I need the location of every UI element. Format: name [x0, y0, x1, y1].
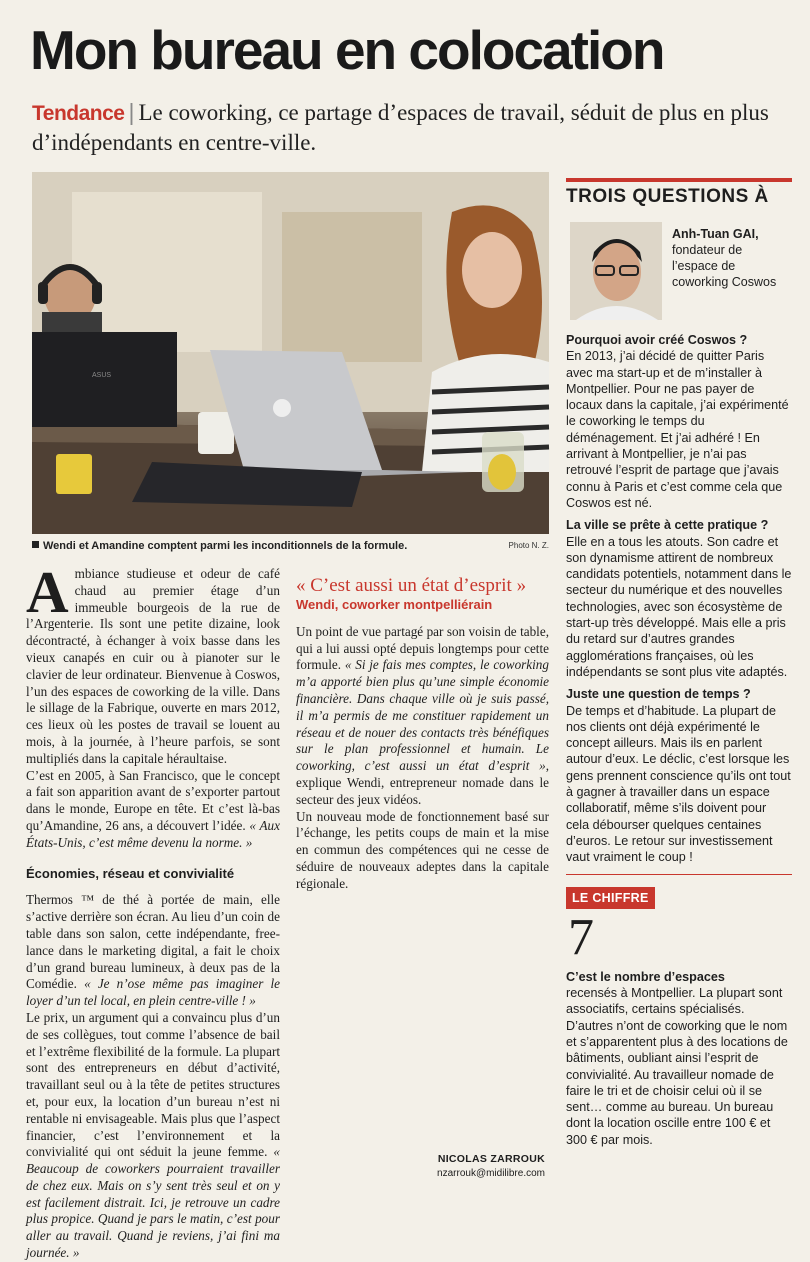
question-1: Pourquoi avoir créé Coswos ?: [566, 333, 748, 347]
interviewee-role: fondateur de l’espace de coworking Coswos: [672, 243, 777, 289]
subhead: Économies, réseau et convivialité: [26, 865, 235, 881]
paragraph-5-text: Un point de vue partagé par son voisin de table, qui a lui aussi opté depuis longtemps pour cette formule.: [296, 623, 549, 673]
photo-caption: [32, 540, 549, 556]
answer-2: Elle en a tous les atouts. Son cadre et son dynamisme attirent de nombreux candidats potentiels, notamment dans le secteur du numérique et des nouvelles technologies, avec son écosystème de start-up très développé. Mais elle a pris du retard sur d’autres grandes agglomérations françaises, où les indépendants se sont plus vite adaptés.: [566, 534, 792, 679]
paragraph-2-quote: « Aux États-Unis, c’est même devenu la norme. »: [26, 817, 280, 850]
paragraph-6: Un nouveau mode de fonctionnement basé sur l’échange, les petits coups de main et la mise en commun des compétences qui ne cesse de séduire de nouveaux adeptes dans la capitale régionale.: [296, 808, 549, 891]
byline-name: NICOLAS ZARROUK: [437, 1153, 545, 1165]
paragraph-1: [26, 559, 280, 768]
paragraph-2-text: C’est en 2005, à San Francisco, que le concept a fait son apparition avant de s’exporter partout dans le monde, Europe en tête. Et c’est là-bas qu’Amandine, 26 ans, a découvert l’idée.: [26, 767, 280, 833]
pull-quote-attribution: Wendi, coworker montpelliérain: [296, 597, 493, 612]
chiffre-number: 7: [568, 908, 594, 966]
interviewee-name: Anh-Tuan GAI,: [672, 227, 759, 241]
paragraph-5: [296, 624, 549, 809]
interviewee: [566, 214, 792, 326]
laptop-brand: ASUS: [92, 372, 112, 379]
paragraph-3: [26, 892, 280, 1010]
caption-text: Wendi et Amandine comptent parmi les inconditionnels de la formule.: [43, 540, 408, 552]
sidebar: [566, 178, 792, 1148]
paragraph-4-quote: « Beaucoup de coworkers pourraient travailler de chez eux. Mais on s’y sent très seul et on y est facilement distrait. Ici, je retrouve un cadre plus propice. Quand je pars le matin, c’est pour aller au travail. Quand je reviens, j’ai fini ma journée. »: [26, 1144, 280, 1261]
kicker: Tendance: [32, 102, 125, 125]
kicker-separator: |: [128, 99, 135, 125]
dropcap: A: [26, 559, 69, 625]
pull-quote: [296, 576, 549, 614]
chiffre-text: recensés à Montpellier. La plupart sont associatifs, certains spécialisés. D’autres n’ont de coworking que le nom et s’apparentent plus à des locations de bâtiments, oubliant ainsi l’esprit de convivialité. Au travailleur nomade de faire le tri et de choisir celui où il se sent… comme au bureau. Un bureau dont la location oscille entre 100 € et 300 € par mois.: [566, 986, 788, 1147]
photo-credit: Photo N. Z.: [508, 541, 549, 550]
interviewee-portrait: [570, 222, 662, 320]
answer-3: De temps et d’habitude. La plupart de nos clients ont déjà expérimenté le concept ailleurs. Mais ils en parlent autour d’eux. Le déclic, c’est lorsque les gens prennent conscience qu’ils ont tout à gagner à travailler dans un espace collaboratif, même s’ils doivent pour cela débourser quelques centaines d’euros. Le retour sur investissement vaut vraiment le coup !: [566, 703, 791, 865]
sidebar-rule: [566, 178, 792, 182]
question-3: Juste une question de temps ?: [566, 687, 751, 702]
portrait-illustration: [570, 222, 662, 320]
article-column-1: [26, 559, 281, 1262]
pull-quote-text: « C’est aussi un état d’esprit »: [296, 575, 527, 596]
chiffre-heading: C’est le nombre d’espaces: [566, 969, 725, 984]
paragraph-4-text: Le prix, un argument qui a convaincu plus d’un de ses collègues, tout comme l’absence de bail et l’extrême flexibilité de la formule. La plupart sont des entrepreneurs en début d’activité, travaillant seul ou à la tête de petites structures et, pour eux, la location d’un bureau n’est ni rentable ni envisageable. Mais plus que l’aspect financier, c’est l’environnement et la convivialité qui ont séduit la jeune femme.: [26, 1009, 280, 1160]
sidebar-heading: TROIS QUESTIONS À: [566, 186, 769, 207]
deck: [32, 98, 792, 157]
paragraph-5-quote: « Si je fais mes comptes, le coworking m’a apporté bien plus qu’une simple économie financière. Dans chaque ville où je suis passé, il m’a permis de me constituer rapidement un réseau et de nouer des contacts très bénéfiques sur le plan professionnel et humain. Le coworking, c’est aussi un état d’esprit »: [296, 657, 549, 774]
caption-bullet: [32, 541, 39, 548]
headline: Mon bureau en colocation: [30, 19, 664, 81]
chiffre-label: LE CHIFFRE: [566, 887, 655, 909]
paragraph-3-text: Thermos ™ de thé à portée de main, elle s’active derrière son écran. Au lieu d’un coin de table dans son salon, cette indépendante, free-lance dans le marketing digital, a fait le choix d’un grand bureau lumineux, à deux pas de la Comédie.: [26, 892, 280, 992]
deck-text: Le coworking, ce partage d’espaces de travail, séduit de plus en plus d’indépendants en centre-ville.: [32, 100, 769, 155]
answer-1: En 2013, j’ai décidé de quitter Paris avec ma start-up et de m’installer à Montpellier. Pour ne pas payer de locaux dans la capitale, j’ai expérimenté le coworking le temps du déménagement. Et j’ai adhéré ! En arrivant à Montpellier, je n’ai pas retrouvé l’esprit de partage que j’avais connu à Paris et c’est comme cela que Coswos est né.: [566, 349, 789, 510]
paragraph-4: [26, 1010, 280, 1262]
paragraph-1-text: mbiance studieuse et odeur de café chaud au premier étage d’un immeuble bourgeois de la rue de l’Argenterie. Ils sont une petite dizaine, look décontracté, à échanger à voix basse dans les vieux canapés en cuir ou à pianoter sur le clavier de leur ordinateur. Bienvenue à Coswos, l’un des espaces de coworking de la ville. Dans le sillage de la Fabrique, ouverte en mars 2012, ces lieux où les postes de travail se louent au mois, à la journée, à l’heure parfois, se sont multipliés dans la capitale héraultaise.: [26, 566, 280, 766]
byline: [296, 1153, 545, 1179]
question-2: La ville se prête à cette pratique ?: [566, 518, 769, 533]
byline-email: nzarrouk@midilibre.com: [437, 1168, 545, 1179]
paragraph-2: [26, 768, 280, 852]
chiffre-rule: [566, 874, 792, 875]
paragraph-5-end: , explique Wendi, entrepreneur nomade dans le secteur des jeux vidéos.: [296, 758, 549, 807]
paragraph-3-quote: « Je n’ose même pas imaginer le loyer d’un tel local, en plein centre-ville ! »: [26, 976, 281, 1009]
article-photo: [32, 172, 549, 534]
article-column-2: [296, 566, 549, 893]
photo-illustration: [32, 172, 549, 534]
interviewee-identity: [672, 226, 790, 290]
